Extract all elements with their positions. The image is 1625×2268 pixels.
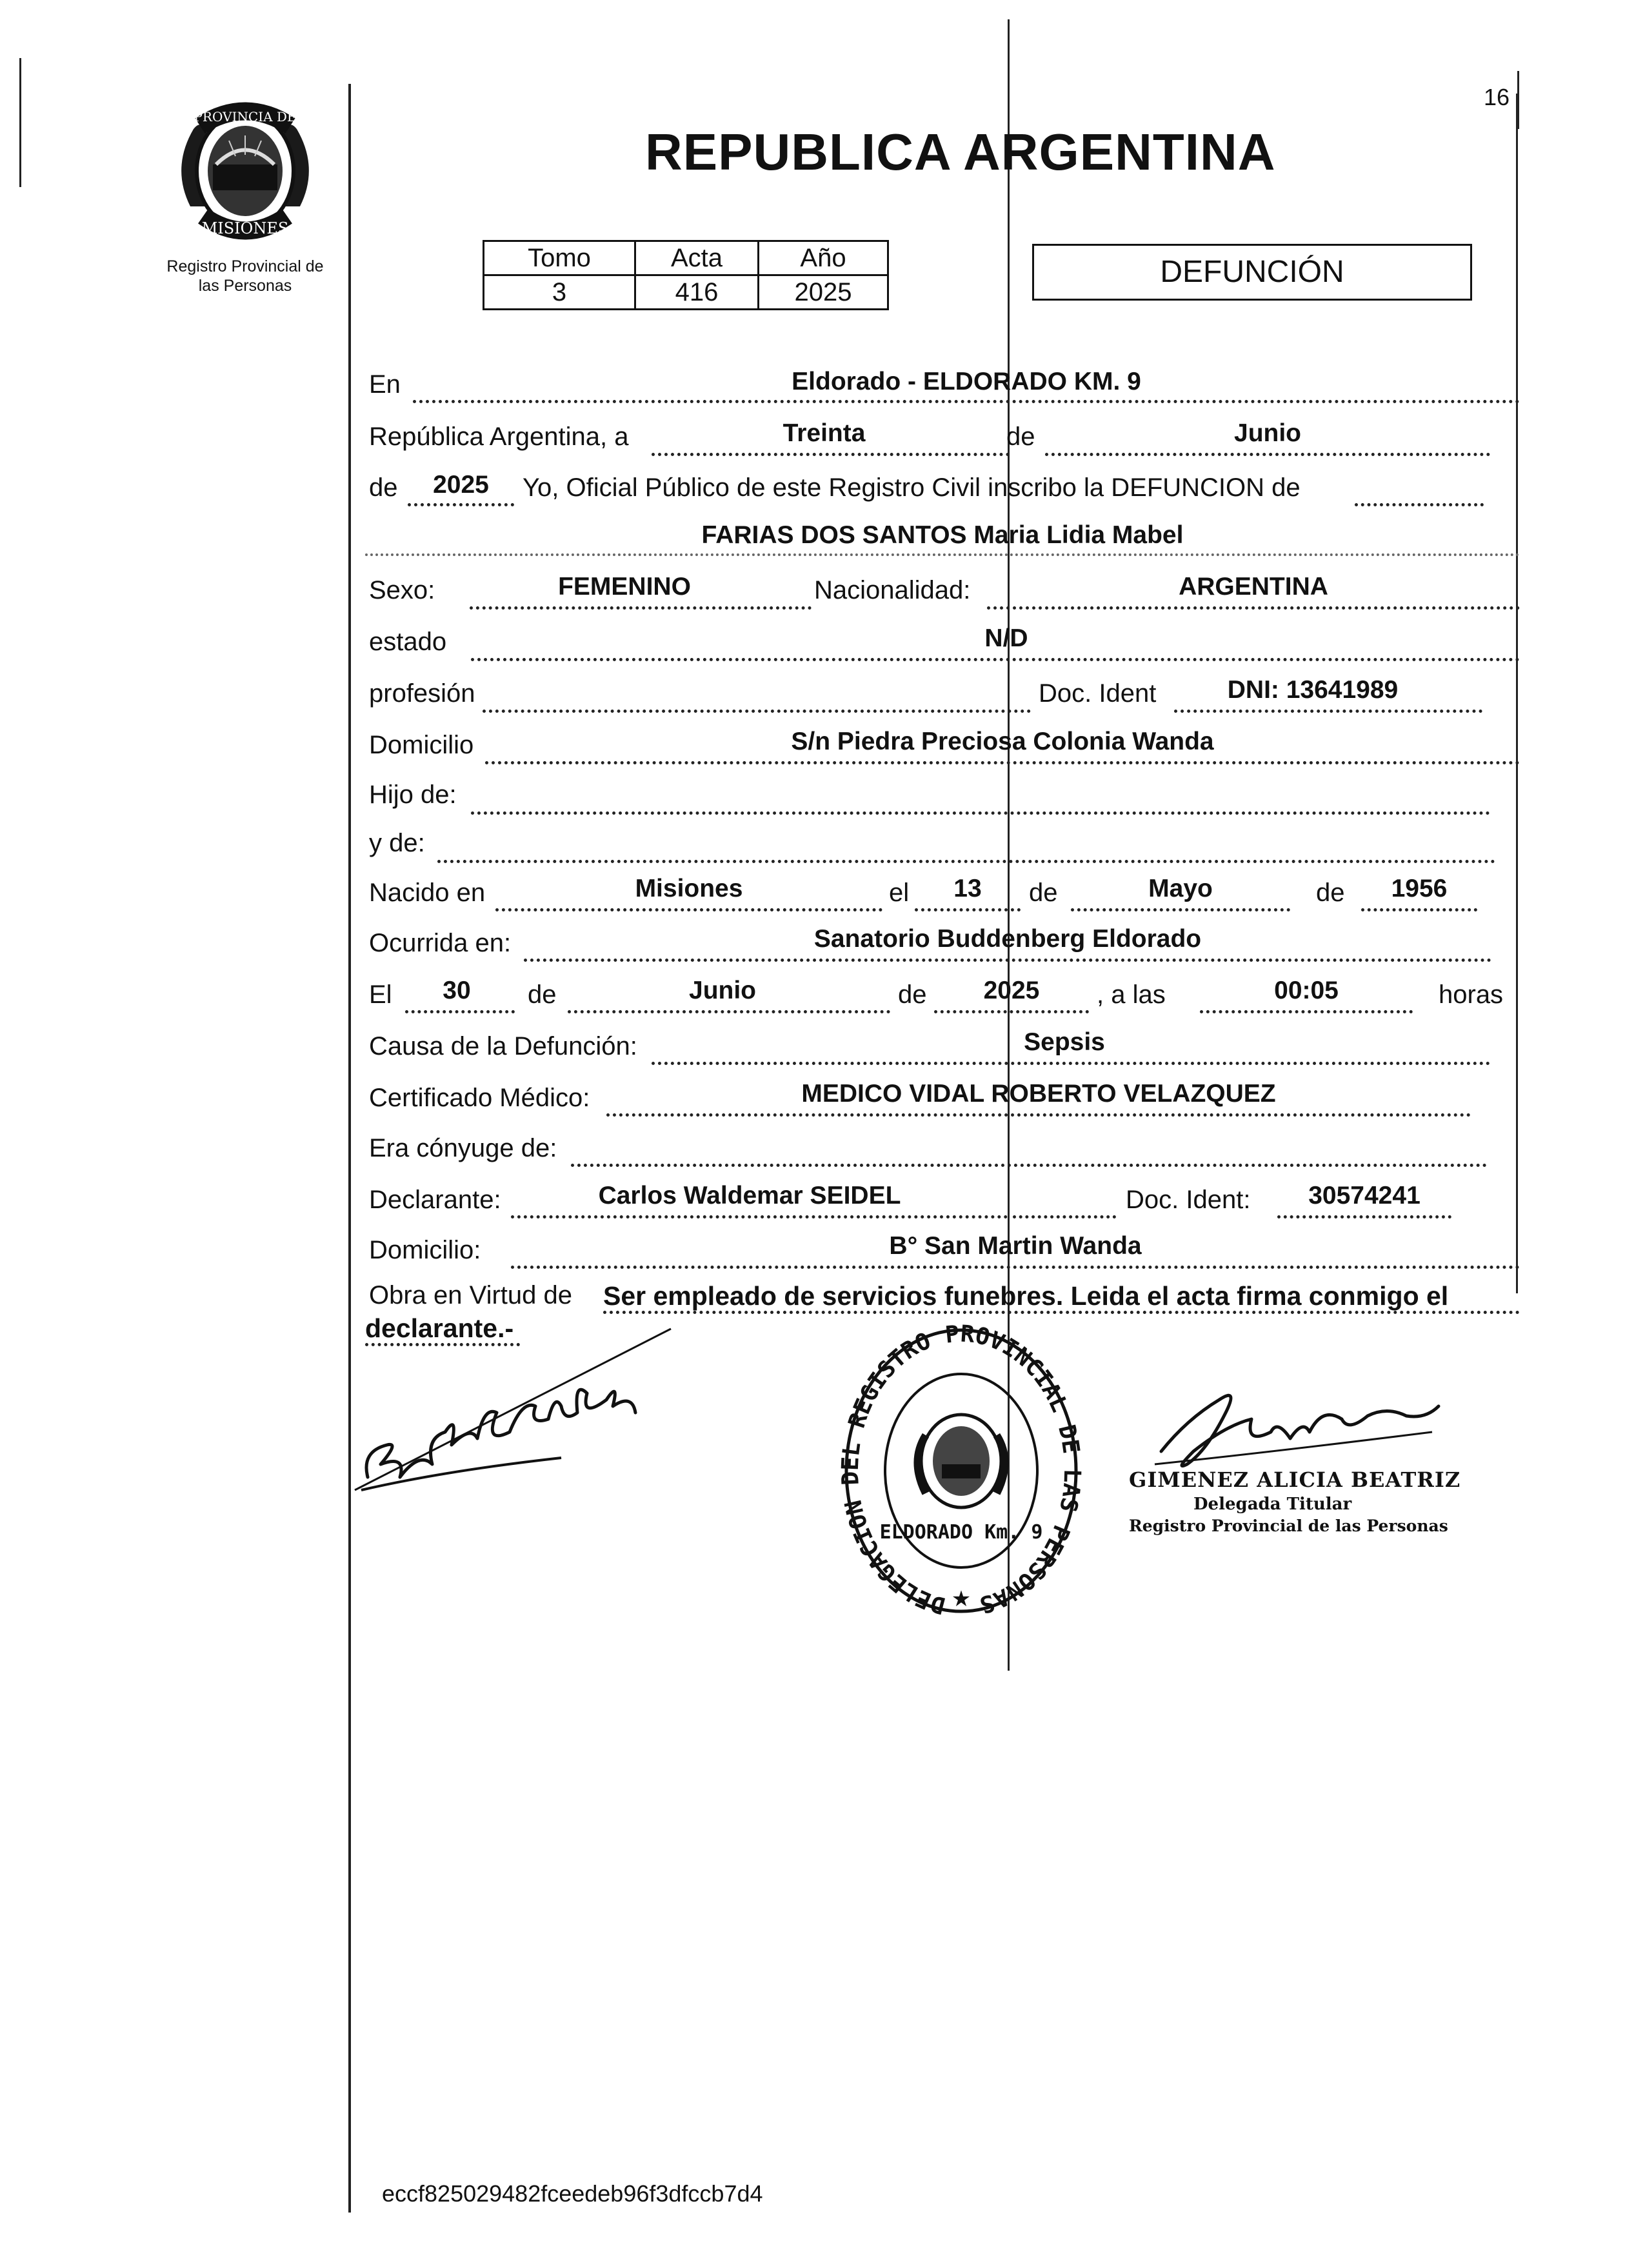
declarante-gap-line: [1013, 1215, 1116, 1219]
causa-label: Causa de la Defunción:: [369, 1032, 637, 1060]
statement-tail-line: [1355, 503, 1484, 506]
place-field-line: [413, 400, 1520, 403]
estado-value: N/D: [984, 624, 1028, 652]
el-cap-label: El: [369, 980, 392, 1009]
record-type-box: [1032, 244, 1472, 301]
birth-de-year-label: de: [1316, 879, 1345, 907]
declarante-field-line: [511, 1215, 1008, 1219]
declarante-doc-value: 30574241: [1308, 1182, 1421, 1209]
death-time-field-line: [1200, 1010, 1413, 1013]
doc-label: Doc. Ident: [1039, 679, 1157, 708]
death-de-year-label: de: [898, 980, 927, 1009]
estado-field-line: [471, 658, 1520, 661]
year-field-line: [408, 503, 514, 506]
death-time-value: 00:05: [1274, 977, 1339, 1004]
sexo-field-line: [470, 606, 812, 610]
de-year-label: de: [369, 473, 398, 502]
province-logo: [164, 90, 326, 252]
registry-line-1: Registro Provincial de: [166, 257, 324, 275]
place-value: Eldorado - ELDORADO KM. 9: [792, 368, 1141, 395]
obra-line-1-underline: [603, 1311, 1520, 1314]
ocurrida-label: Ocurrida en:: [369, 929, 512, 957]
profesion-field-line: [483, 710, 1031, 713]
domicilio2-field-line: [511, 1266, 1520, 1269]
registry-name: [142, 257, 348, 295]
certificado-label: Certificado Médico:: [369, 1084, 590, 1112]
yde-field-line: [437, 860, 1495, 863]
nacido-place-field-line: [495, 908, 882, 911]
certificado-field-line: [606, 1113, 1471, 1117]
record-type-label: DEFUNCIÓN: [1160, 255, 1344, 289]
domicilio-field-line: [485, 761, 1520, 764]
birth-month-field-line: [1071, 908, 1290, 911]
table-header-cell: Tomo: [484, 241, 635, 275]
declarant-signature-icon: [348, 1316, 710, 1509]
table-header-row: [484, 241, 888, 275]
ocurrida-field-line: [524, 959, 1491, 962]
sexo-label: Sexo:: [369, 576, 435, 604]
doc-field-line: [1174, 710, 1482, 713]
hijo-label: Hijo de:: [369, 781, 457, 809]
oficial-statement: Yo, Oficial Público de este Registro Civil inscribo la DEFUNCION de: [523, 473, 1301, 502]
en-label: En: [369, 370, 401, 399]
page-title: REPUBLICA ARGENTINA: [645, 123, 1276, 181]
domicilio-value: S/n Piedra Preciosa Colonia Wanda: [791, 728, 1214, 755]
death-month-field-line: [568, 1010, 890, 1013]
nacionalidad-field-line: [987, 606, 1520, 610]
doc-value: DNI: 13641989: [1227, 676, 1399, 704]
declarante-doc-label: Doc. Ident:: [1126, 1186, 1251, 1214]
horas-label: horas: [1439, 980, 1504, 1009]
obra-line-2: declarante.-: [365, 1313, 514, 1343]
el-label: el: [889, 879, 910, 907]
month-value: Junio: [1234, 419, 1301, 447]
de-label: de: [1006, 423, 1035, 451]
birth-month-value: Mayo: [1148, 875, 1213, 902]
official-seal: [839, 1316, 1084, 1626]
domicilio-label: Domicilio: [369, 731, 474, 759]
table-row: [484, 275, 888, 310]
signatory-block: [1129, 1467, 1464, 1535]
death-de-label: de: [528, 980, 557, 1009]
birth-day-field-line: [915, 908, 1021, 911]
svg-text:PROVINCIA DE: PROVINCIA DE: [194, 109, 297, 124]
hijo-field-line: [471, 811, 1490, 815]
deceased-name: FARIAS DOS SANTOS Maria Lidia Mabel: [701, 521, 1184, 549]
death-day-value: 30: [443, 977, 471, 1004]
signatory-name: GIMENEZ ALICIA BEATRIZ: [1129, 1467, 1461, 1492]
ocurrida-value: Sanatorio Buddenberg Eldorado: [813, 925, 1202, 953]
left-edge-line: [19, 58, 21, 187]
right-margin-line: [1516, 94, 1518, 1293]
death-month-value: Junio: [689, 977, 756, 1004]
estado-label: estado: [369, 628, 447, 656]
table-cell: 3: [484, 275, 635, 310]
yde-label: y de:: [369, 829, 425, 857]
causa-field-line: [652, 1062, 1490, 1065]
right-top-tick: [1517, 71, 1519, 129]
svg-text:MISIONES: MISIONES: [201, 219, 289, 237]
death-day-field-line: [405, 1010, 515, 1013]
declarante-value: Carlos Waldemar SEIDEL: [598, 1182, 901, 1209]
month-field-line: [1045, 453, 1490, 456]
birth-year-field-line: [1361, 908, 1477, 911]
svg-text:ELDORADO Km. 9: ELDORADO Km. 9: [879, 1521, 1043, 1544]
birth-day-value: 13: [953, 875, 982, 902]
signatory-title: Delegada Titular: [1193, 1495, 1352, 1514]
nacido-label: Nacido en: [369, 879, 486, 907]
obra-line-1: Ser empleado de servicios funebres. Leida el acta firma conmigo el: [603, 1281, 1449, 1311]
registry-seal-icon: [839, 1316, 1084, 1626]
birth-de-label: de: [1029, 879, 1058, 907]
domicilio2-value: B° San Martin Wanda: [889, 1232, 1142, 1260]
conyuge-label: Era cónyuge de:: [369, 1134, 557, 1162]
record-index-table: [483, 240, 889, 310]
a-las-label: , a las: [1097, 980, 1166, 1009]
death-year-field-line: [934, 1010, 1089, 1013]
nacido-place-value: Misiones: [635, 875, 743, 902]
declarante-doc-field-line: [1277, 1215, 1451, 1219]
page-number: 16: [1484, 84, 1510, 110]
day-words-value: Treinta: [783, 419, 866, 447]
profesion-label: profesión: [369, 679, 475, 708]
birth-year-value: 1956: [1391, 875, 1448, 902]
certificado-value: MEDICO VIDAL ROBERTO VELAZQUEZ: [801, 1080, 1276, 1108]
province-crest-icon: [164, 90, 326, 252]
day-words-field-line: [652, 453, 1010, 456]
table-cell: 2025: [759, 275, 888, 310]
svg-text:DELEGACION DEL REGISTRO PROVIN: DELEGACION DEL REGISTRO PROVINCIAL DE LAS PERSONAS: [839, 1320, 1084, 1619]
death-year-value: 2025: [983, 977, 1040, 1004]
conyuge-field-line: [571, 1164, 1487, 1167]
sexo-value: FEMENINO: [558, 573, 691, 601]
nacionalidad-value: ARGENTINA: [1179, 573, 1328, 601]
table-cell: 416: [635, 275, 759, 310]
obra-label: Obra en Virtud de: [369, 1281, 573, 1309]
name-row-line: [365, 553, 1520, 556]
declarante-label: Declarante:: [369, 1186, 501, 1214]
declarant-signature: [348, 1316, 710, 1509]
left-margin-line: [348, 84, 351, 2213]
document-hash: eccf825029482fceedeb96f3dfccb7d4: [382, 2180, 763, 2207]
causa-value: Sepsis: [1024, 1028, 1105, 1056]
svg-text:★: ★: [951, 1587, 972, 1611]
year-value: 2025: [433, 471, 489, 499]
republica-label: República Argentina, a: [369, 423, 629, 451]
registry-line-2: las Personas: [198, 277, 292, 295]
nacionalidad-label: Nacionalidad:: [814, 576, 971, 604]
signatory-org: Registro Provincial de las Personas: [1129, 1517, 1448, 1535]
table-header-cell: Año: [759, 241, 888, 275]
table-header-cell: Acta: [635, 241, 759, 275]
domicilio2-label: Domicilio:: [369, 1236, 481, 1264]
